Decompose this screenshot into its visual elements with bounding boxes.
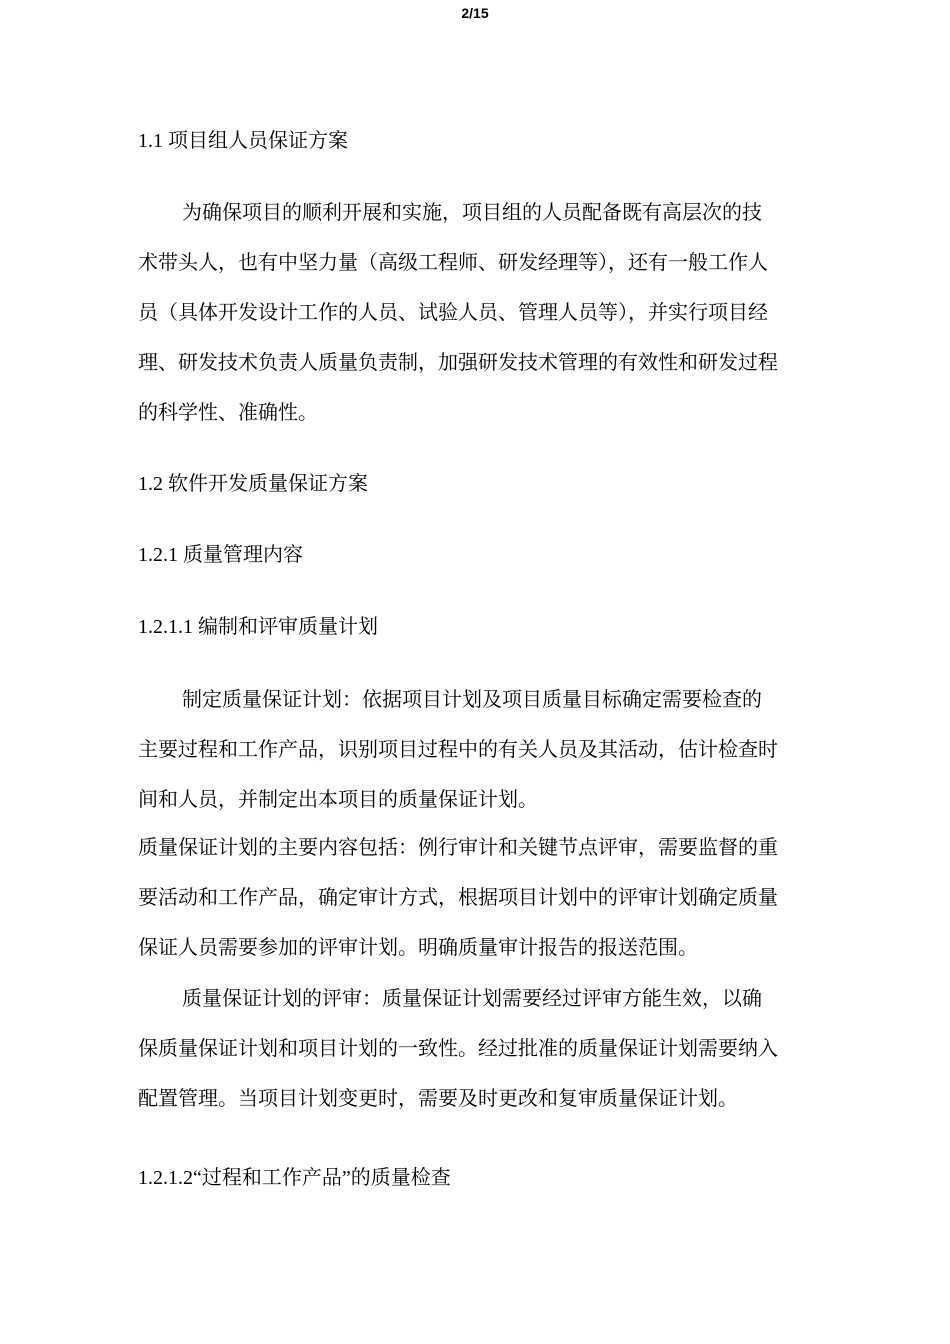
- paragraph-line: 要活动和工作产品，确定审计方式，根据项目计划中的评审计划确定质量: [138, 885, 778, 909]
- heading-1-1: 1.1 项目组人员保证方案: [138, 130, 348, 152]
- paragraph-line: 制定质量保证计划：依据项目计划及项目质量目标确定需要检查的: [182, 687, 762, 711]
- paragraph-plan-content: [138, 822, 822, 972]
- paragraph-plan-review: [138, 973, 822, 1123]
- paragraph-line: 为确保项目的顺利开展和实施，项目组的人员配备既有高层次的技: [182, 200, 762, 224]
- paragraph-line: 间和人员，并制定出本项目的质量保证计划。: [138, 787, 538, 811]
- paragraph-line: 理、研发技术负责人质量负责制，加强研发技术管理的有效性和研发过程: [138, 350, 778, 374]
- paragraph-line: 配置管理。当项目计划变更时，需要及时更改和复审质量保证计划。: [138, 1086, 738, 1110]
- paragraph-line: 员（具体开发设计工作的人员、试验人员、管理人员等），并实行项目经: [138, 300, 768, 324]
- paragraph-line: 术带头人，也有中坚力量（高级工程师、研发经理等），还有一般工作人: [138, 250, 768, 274]
- heading-1-2-1: 1.2.1 质量管理内容: [138, 544, 303, 566]
- paragraph-line: 的科学性、准确性。: [138, 400, 318, 424]
- heading-1-2-1-1: 1.2.1.1 编制和评审质量计划: [138, 616, 378, 638]
- heading-1-2: 1.2 软件开发质量保证方案: [138, 473, 368, 495]
- paragraph-line: 质量保证计划的评审：质量保证计划需要经过评审方能生效，以确: [182, 986, 762, 1010]
- paragraph-personnel: [138, 187, 822, 437]
- paragraph-quality-plan: [138, 674, 822, 824]
- paragraph-line: 质量保证计划的主要内容包括：例行审计和关键节点评审，需要监督的重: [138, 835, 778, 859]
- paragraph-line: 主要过程和工作产品，识别项目过程中的有关人员及其活动，估计检查时: [138, 737, 778, 761]
- paragraph-line: 保证人员需要参加的评审计划。明确质量审计报告的报送范围。: [138, 935, 698, 959]
- paragraph-line: 保质量保证计划和项目计划的一致性。经过批准的质量保证计划需要纳入: [138, 1036, 778, 1060]
- heading-1-2-1-2: 1.2.1.2“过程和工作产品”的质量检查: [138, 1167, 451, 1189]
- page-number: 2/15: [461, 5, 489, 21]
